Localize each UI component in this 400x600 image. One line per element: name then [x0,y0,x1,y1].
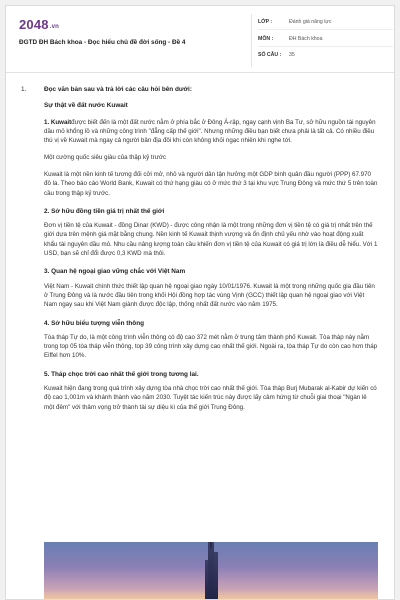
section-5-title: 5. Tháp chọc trời cao nhất thế giới trong tương lai. [44,370,199,378]
meta-row-class [258,15,393,30]
worksheet-page [5,5,395,600]
tower-spire [210,542,212,548]
document-header [6,6,395,73]
reading-passage [44,98,378,412]
section-1-title: 1. Kuwait [44,118,72,126]
document-title: ĐGTD ĐH Bách khoa - Đọc hiểu chủ đề đời sống - Đề 4 [19,39,186,46]
header-divider [251,14,252,67]
section-1-paragraph [44,118,378,146]
passage-heading: Sự thật về đất nước Kuwait [44,102,128,109]
section-1-text: được biết đến là một đất nước nằm ở phía bắc ở Đông Á-rập, ngay cạnh vịnh Ba Tư, sở hữu nguồn tài nguyên dầu mỏ khổng lồ và những công trình "đẳng cấp thế giới". Nhưng những điều bạn biết chưa phải là tất cả. Có nhiều điều thú vị về Kuwait mà ngay cả người bản địa đôi khi còn không khỏi ngạc nhiên khi nghe tới. [44,118,376,145]
section-2-title: 2. Sở hữu đồng tiền giá trị nhất thế giới [44,207,165,215]
skyline-photo [44,542,378,600]
meta-label: SỐ CÂU : [258,52,282,58]
logo-text: 2048 [19,17,49,32]
tower-silhouette [214,552,218,600]
section-1-gdp-paragraph: Kuwait là một nền kinh tế tương đối cởi mở, nhỏ và người dân tận hưởng một GDP bình quân đầu người (PPP) 67.970 đô la. Theo báo cáo World Bank, Kuwait có thứ hạng giàu có ở mức thứ 3 tại khu vực Trung Đông và mức thứ 5 trên toàn cầu trong thập kỷ trước. [44,170,378,197]
section-3-paragraph: Việt Nam - Kuwait chính thức thiết lập quan hệ ngoại giao ngày 10/01/1976. Kuwait là một trong những quốc gia đầu tiên ở Trung Đông và là nước đầu tiên trong khối Hội đồng hợp tác vùng Vịnh (GCC) thiết lập quan hệ ngoại giao với Việt Nam ngay sau khi Việt Nam giành được độc lập, thống nhất đất nước vào năm 1975. [44,282,375,309]
section-2-paragraph: Đơn vị tiền tệ của Kuwait - đồng Dinar (KWD) - được công nhận là một trong những đơn vị tiền tệ có giá trị nhất trên thế giới dựa trên mệnh giá mặt bằng chung. Nền kinh tế Kuwait thịnh vượng và ổn định chủ yếu nhờ vào hoạt động xuất khẩu tài nguyên dầu mỏ. Nhu cầu nâng lượng toàn cầu khiến đơn vị tiền tệ của Kuwait có giá trị lớn là điều dễ hiểu. Với 1 USD, bạn sẽ chỉ đổi được 0,3 KWD mà thôi. [44,222,378,258]
meta-value: ĐH Bách khoa [289,36,323,42]
section-1-subheading: Một cường quốc siêu giàu của thập kỷ trước [44,154,166,162]
site-logo[interactable] [19,17,59,32]
meta-value: Đánh giá năng lực [289,19,332,25]
section-4-title: 4. Sở hữu biểu tượng viễn thông [44,319,144,327]
meta-value: 35 [289,52,295,58]
meta-label: LỚP : [258,19,273,25]
meta-label: MÔN : [258,36,274,42]
meta-row-count [258,48,393,63]
question-prompt: Đọc văn bản sau và trả lời các câu hỏi bên dưới: [44,86,192,93]
section-5-paragraph: Kuwait hiện đang trong quá trình xây dựng tòa nhà chọc trời cao nhất thế giới. Tòa tháp Burj Mubarak al-Kabir dự kiến có độ cao 1,001m và khánh thành vào năm 2030. Tuyệt tác kiến trúc này được lấy cảm hứng từ chuỗi giai thoại "Ngàn lẻ một đêm" với thảm vọng trở thành tài sự diệu kì của thế giới Trung Đông. [44,385,377,411]
section-3-title: 3. Quan hệ ngoại giao vững chắc với Việt Nam [44,268,186,276]
meta-row-subject [258,32,393,47]
section-4-paragraph: Tòa tháp Tự do, là một công trình viễn thông có độ cao 372 mét nằm ở trung tâm thành phố Kuwait. Tòa tháp này nằm trong top 05 tòa tháp viễn thông, top 39 công trình xây dựng cao nhất thế giới. Ngoài ra, tòa tháp Tự do còn cao hơn tháp Eiffel hơn 10%. [44,333,378,360]
logo-tld: .vn [49,24,60,30]
question-number: 1. [21,86,27,93]
